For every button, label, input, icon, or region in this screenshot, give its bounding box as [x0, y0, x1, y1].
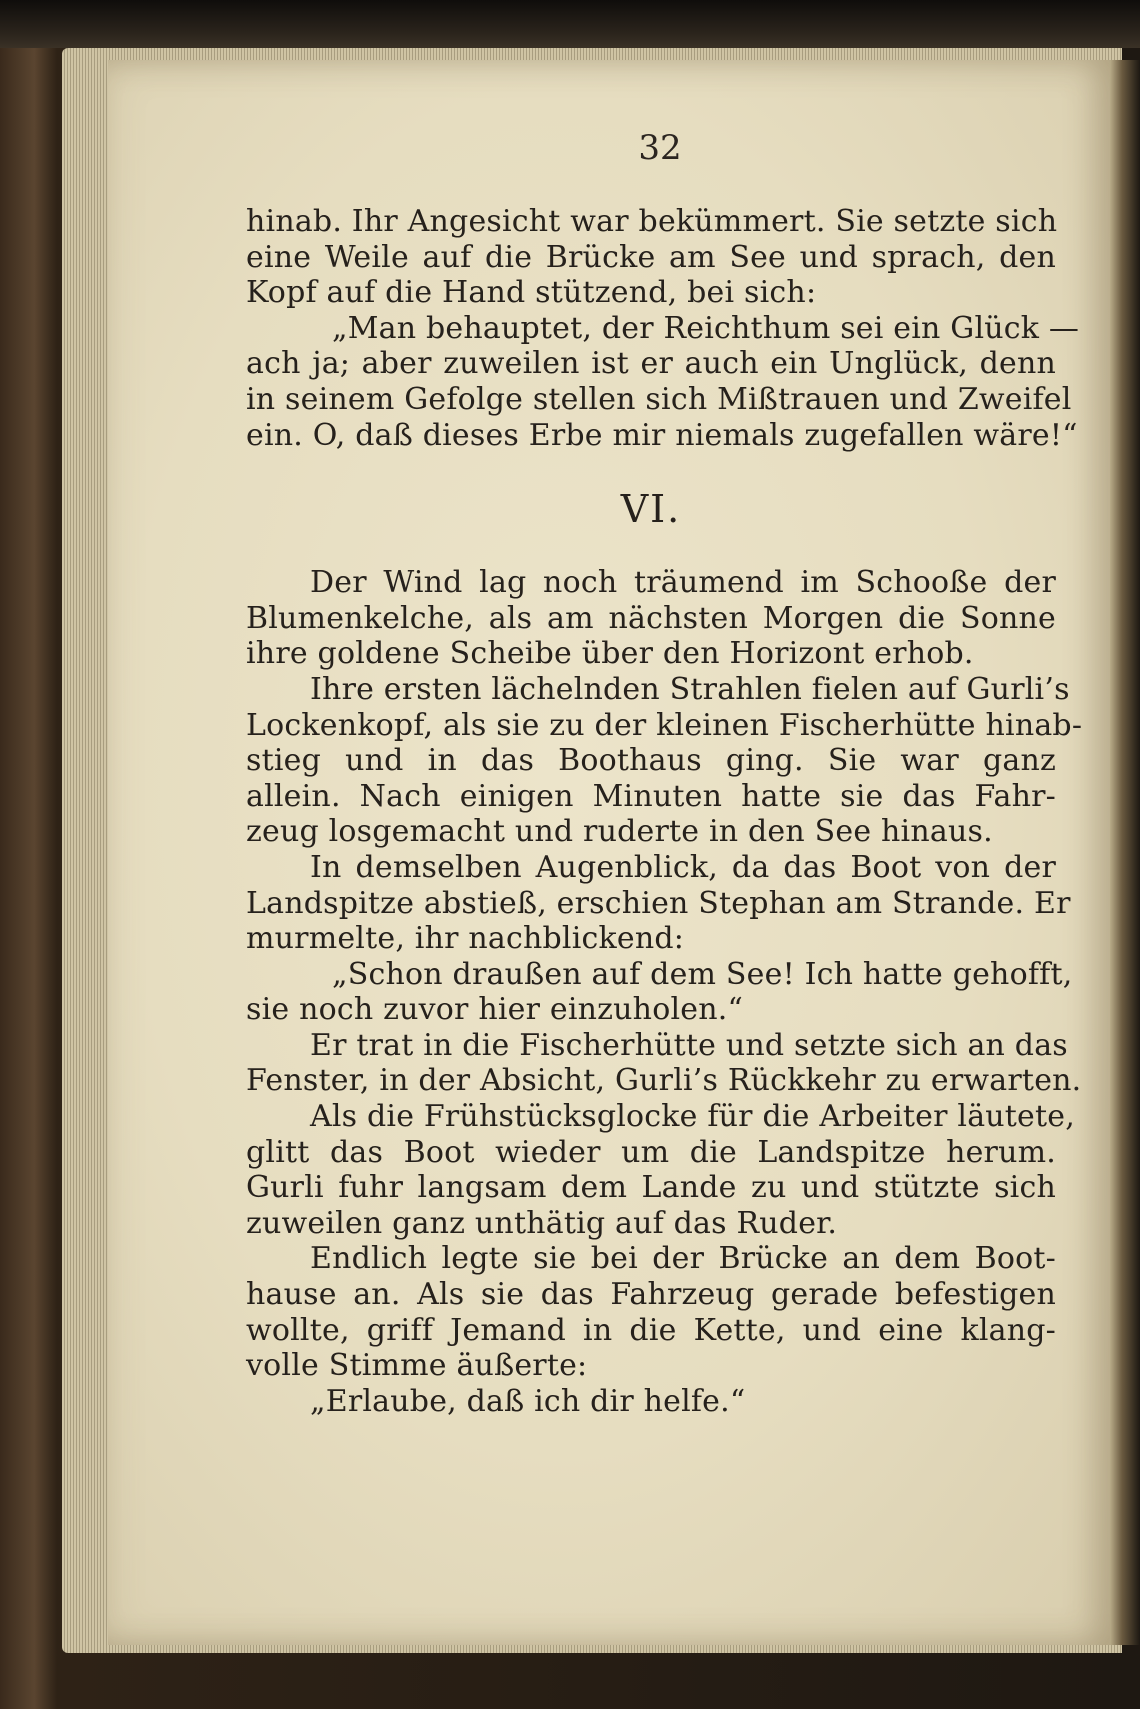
text-line: in seinem Gefolge stellen sich Mißtrauen und Zweifel — [246, 381, 1072, 417]
text-line: „Erlaube, daß ich dir helfe.“ — [310, 1383, 746, 1419]
text-line: murmelte, ihr nachblickend: — [246, 921, 685, 957]
text-line: volle Stimme äußerte: — [246, 1348, 588, 1384]
text-line: In demselben Augenblick, da das Boot von der — [310, 849, 1056, 885]
text-line: Lockenkopf, als sie zu der kleinen Fischerhütte hinab- — [246, 707, 1083, 743]
text-line: eine Weile auf die Brücke am See und sprach, den — [246, 239, 1056, 275]
text-line: Endlich legte sie bei der Brücke an dem Boot- — [310, 1241, 1056, 1277]
book-gutter — [1110, 60, 1140, 1645]
text-line: sie noch zuvor hier einzuholen.“ — [246, 992, 744, 1028]
text-line: ein. O, daß dieses Erbe mir niemals zugefallen wäre!“ — [246, 417, 1078, 453]
text-line: Gurli fuhr langsam dem Lande zu und stützte sich — [246, 1170, 1056, 1206]
text-line: stieg und in das Boothaus ging. Sie war ganz — [246, 743, 1056, 779]
text-line: ach ja; aber zuweilen ist er auch ein Unglück, denn — [246, 346, 1056, 382]
text-line: Als die Frühstücksglocke für die Arbeiter läutete, — [310, 1099, 1075, 1135]
text-line: hinab. Ihr Angesicht war bekümmert. Sie setzte sich — [246, 204, 1058, 239]
text-line: Er trat in die Fischerhütte und setzte sich an das — [310, 1027, 1068, 1063]
text-line: Der Wind lag noch träumend im Schooße der — [310, 565, 1056, 601]
page-text — [246, 204, 1083, 1419]
page-number: 32 — [638, 128, 682, 168]
text-line: Kopf auf die Hand stützend, bei sich: — [246, 275, 817, 311]
text-line: zuweilen ganz unthätig auf das Ruder. — [246, 1205, 838, 1241]
text-line: Landspitze abstieß, erschien Stephan am Strande. Er — [246, 885, 1071, 921]
text-line: wollte, griff Jemand in die Kette, und eine klang- — [246, 1312, 1056, 1348]
text-line: glitt das Boot wieder um die Landspitze herum. — [246, 1134, 1056, 1170]
text-line: „Man behauptet, der Reichthum sei ein Glück — — [332, 310, 1080, 346]
text-line: allein. Nach einigen Minuten hatte sie das Fahr- — [246, 778, 1056, 814]
text-line: hause an. Als sie das Fahrzeug gerade befestigen — [246, 1277, 1056, 1313]
text-line: ihre goldene Scheibe über den Horizont erhob. — [246, 636, 974, 672]
text-line: Fenster, in der Absicht, Gurli’s Rückkehr zu erwarten. — [246, 1063, 1082, 1099]
text-line: „Schon draußen auf dem See! Ich hatte gehofft, — [332, 956, 1073, 992]
text-line: Ihre ersten lächelnden Strahlen fielen auf Gurli’s — [310, 671, 1070, 707]
text-line: Blumenkelche, als am nächsten Morgen die Sonne — [246, 600, 1056, 636]
book-cover-edge — [0, 0, 1140, 48]
text-line: zeug losgemacht und ruderte in den See hinaus. — [246, 814, 993, 850]
chapter-heading: VI. — [620, 487, 682, 532]
